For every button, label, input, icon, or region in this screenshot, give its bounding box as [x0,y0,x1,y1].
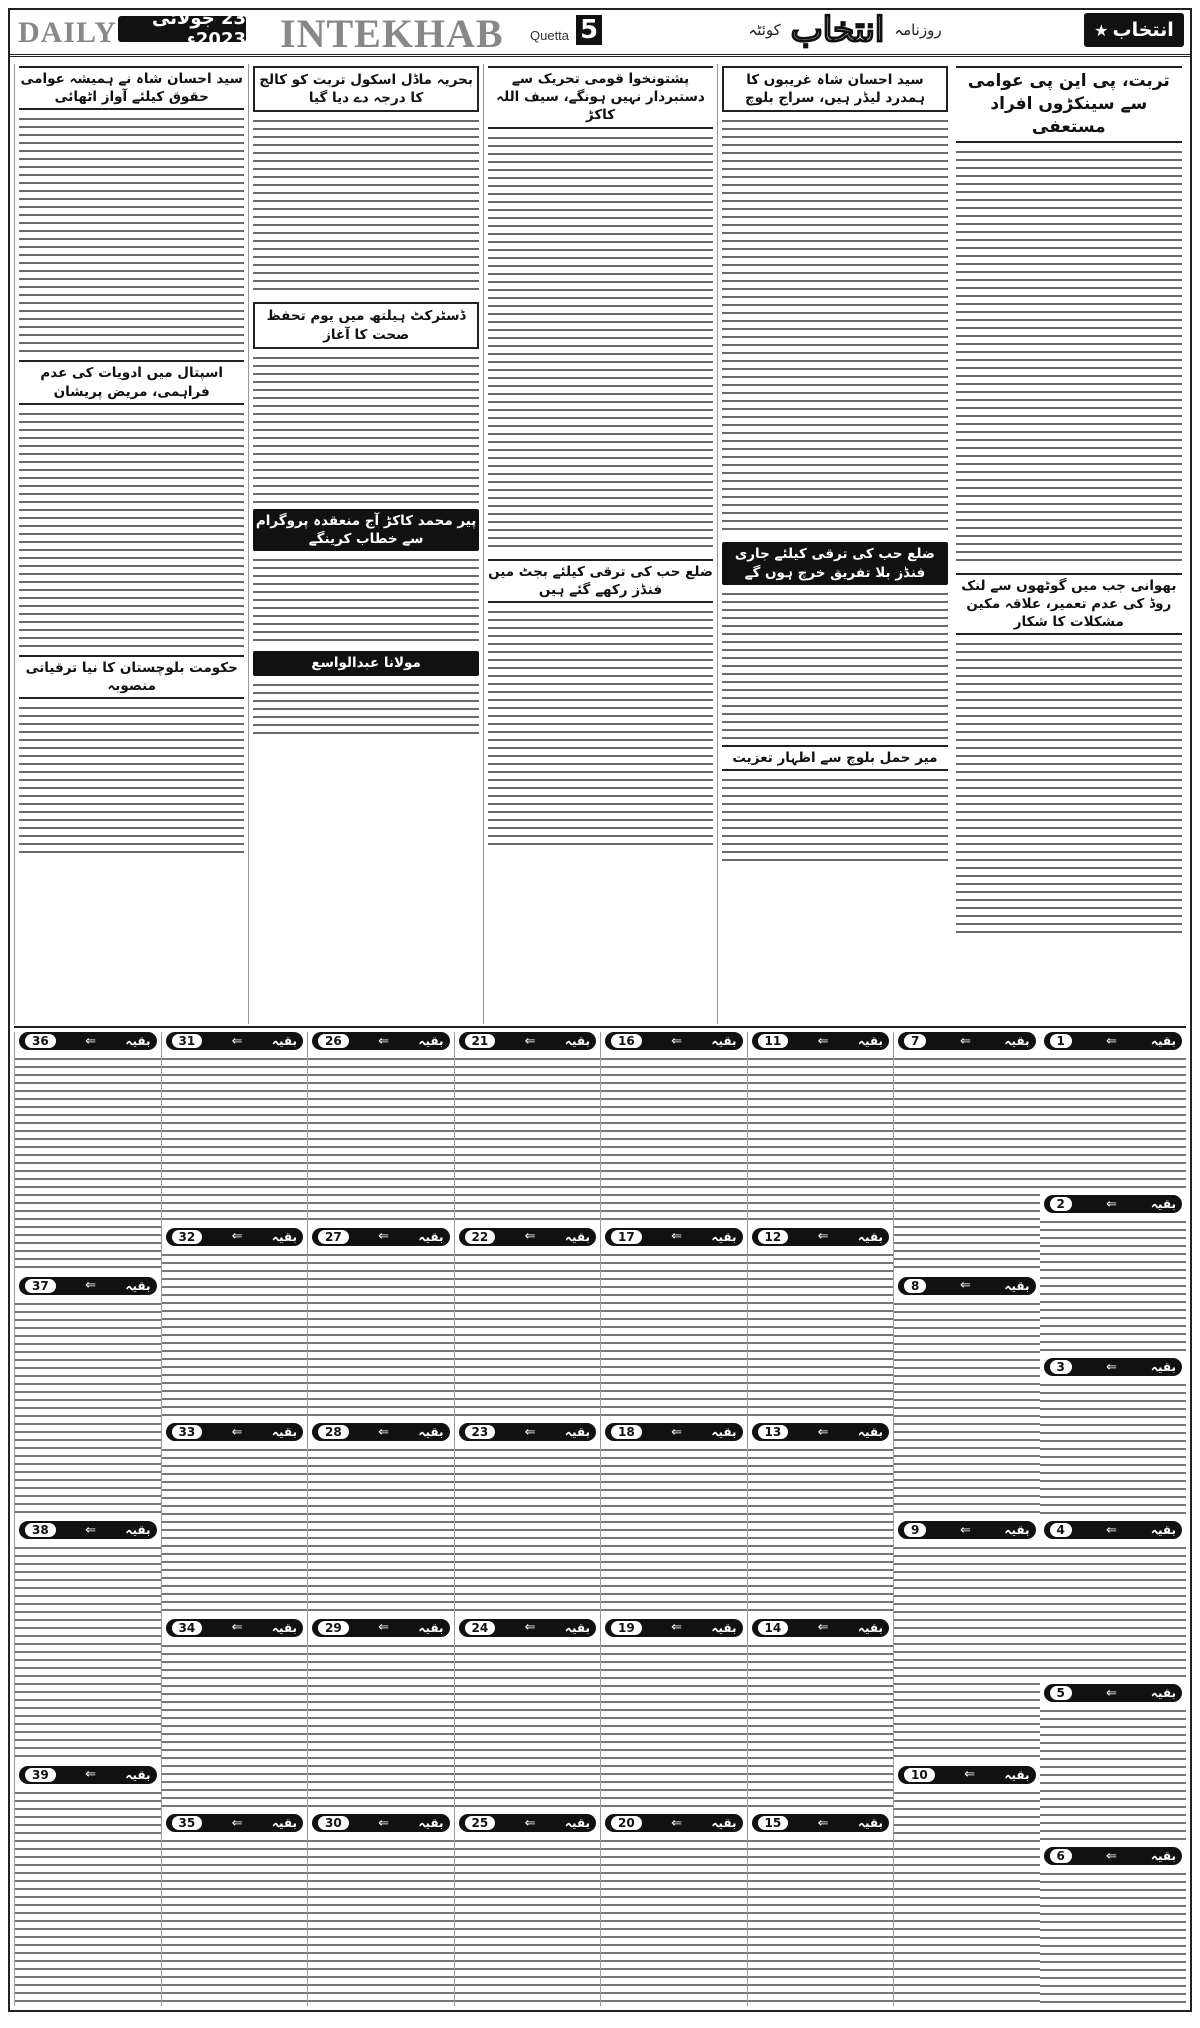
continuation-tag [312,1228,450,1246]
news-story [956,66,1182,567]
continuation-tag [1044,1032,1183,1050]
arrow-icon: ⇐ [524,1424,536,1440]
continuation-text [308,1836,454,2006]
continuation-column [1040,1032,1187,2006]
news-story [253,509,478,645]
story-body-text [722,116,947,536]
continuation-tag [605,1032,743,1050]
arrow-icon: ⇐ [231,1229,243,1245]
news-column [483,64,717,1024]
continuation-tag [1044,1847,1183,1865]
arrow-icon: ⇐ [524,1620,536,1636]
continuation-number: 36 [25,1034,56,1048]
arrow-icon: ⇐ [1105,1033,1117,1049]
continuation-text [162,1250,308,1420]
continuation-column [600,1032,747,2006]
continuation-text [601,1250,747,1420]
continuation-number: 4 [1050,1523,1072,1537]
continuation-word: بقیہ [564,1229,590,1244]
continuation-number: 3 [1050,1360,1072,1374]
story-body-text [253,680,478,740]
continuation-text [1040,1543,1187,1680]
continuation-word: بقیہ [564,1620,590,1635]
story-body-text [19,703,244,853]
continuation-text [308,1445,454,1615]
story-headline: ضلع حب کی ترقی کیلئے جاری فنڈز بلا تفریق خرچ ہوں گے [722,542,947,584]
arrow-icon: ⇐ [524,1033,536,1049]
continuation-tag [19,1766,157,1784]
arrow-icon: ⇐ [1105,1685,1117,1701]
continuation-text [15,1299,161,1518]
continuation-number: 38 [25,1523,56,1537]
story-body-text [488,607,713,847]
arrow-icon: ⇐ [378,1229,390,1245]
arrow-icon: ⇐ [959,1033,971,1049]
continuation-word: بقیہ [857,1816,883,1831]
continuation-tag [752,1032,890,1050]
continuation-number: 37 [25,1279,56,1293]
story-body-text [19,409,244,649]
continuation-text [1040,1217,1187,1354]
continuation-number: 20 [611,1816,642,1830]
star-icon: ★ [1094,20,1109,40]
arrow-icon: ⇐ [817,1424,829,1440]
arrow-icon: ⇐ [378,1033,390,1049]
continuation-word: بقیہ [711,1620,737,1635]
continuation-number: 31 [172,1034,203,1048]
continuation-number: 19 [611,1621,642,1635]
arrow-icon: ⇐ [378,1424,390,1440]
urdu-masthead [620,10,1070,50]
continuation-number: 1 [1050,1034,1072,1048]
masthead [10,10,1190,57]
continuation-number: 24 [465,1621,496,1635]
arrow-icon: ⇐ [85,1033,97,1049]
continuation-tag [605,1423,743,1441]
continuation-text [894,1788,1040,2007]
story-body-text [722,775,947,865]
urdu-title: انتخاب [790,10,885,50]
story-body-text [722,589,947,739]
news-columns [14,64,1186,1024]
continuation-word: بقیہ [125,1767,151,1782]
continuation-tag [459,1814,597,1832]
continuation-text [748,1054,894,1224]
news-story [722,66,947,536]
continuation-word: بقیہ [1004,1034,1030,1048]
arrow-icon: ⇐ [959,1522,971,1538]
continuation-word: بقیہ [857,1620,883,1635]
continuation-tag [312,1423,450,1441]
news-story [488,66,713,553]
continuation-number: 32 [172,1230,203,1244]
continuation-number: 33 [172,1425,203,1439]
story-headline: پیر محمد کاکڑ آج منعقدہ پروگرام سے خطاب کرینگے [253,509,478,551]
continuation-number: 18 [611,1425,642,1439]
arrow-icon: ⇐ [85,1767,97,1782]
story-body-text [488,133,713,553]
roznama-label: روزنامہ [894,21,942,39]
continuation-tag [605,1228,743,1246]
continuation-tag [19,1521,157,1539]
continuation-tag [898,1766,1036,1784]
continuation-number: 21 [465,1034,496,1048]
continuation-number: 15 [758,1816,789,1830]
arrow-icon: ⇐ [1105,1848,1117,1864]
story-body-text [956,147,1182,567]
continuation-column [307,1032,454,2006]
continuation-text [748,1641,894,1811]
arrow-icon: ⇐ [378,1815,390,1831]
continuation-tag [166,1423,304,1441]
continuation-word: بقیہ [271,1229,297,1244]
english-title: INTEKHAB [280,11,504,56]
continuation-column [14,1032,161,2006]
english-city: Quetta [530,28,570,43]
continuation-column [893,1032,1040,2006]
continuation-tag [166,1814,304,1832]
continuation-tag [312,1619,450,1637]
continuation-word: بقیہ [564,1425,590,1440]
continuation-number: 14 [758,1621,789,1635]
daily-label: DAILY [18,16,117,49]
continuation-text [1040,1869,1187,2006]
story-headline: پشتونخوا قومی تحریک سے دستبردار نہیں ہونگے، سیف اللہ کاکڑ [488,66,713,129]
news-story [722,745,947,865]
continuation-text [601,1445,747,1615]
news-story [253,651,478,739]
continuation-tag [312,1814,450,1832]
news-column [717,64,951,1024]
continuation-tag [1044,1521,1183,1539]
arrow-icon: ⇐ [671,1424,683,1440]
story-headline: تربت، پی این پی عوامی سے سینکڑوں افراد مستعفی [956,66,1182,143]
continuation-number: 39 [25,1768,56,1782]
continuation-word: بقیہ [711,1425,737,1440]
continuation-word: بقیہ [418,1816,444,1831]
continuation-word: بقیہ [1150,1849,1176,1863]
continuation-column [747,1032,894,2006]
continuation-column [454,1032,601,2006]
continuation-tag [459,1619,597,1637]
arrow-icon: ⇐ [817,1229,829,1245]
continuation-tag [166,1619,304,1637]
continuation-tag [898,1521,1036,1539]
section-divider [14,1026,1186,1028]
continuation-text [162,1641,308,1811]
story-headline: بحریہ ماڈل اسکول تربت کو کالج کا درجہ دے دیا گیا [253,66,478,112]
continuation-tag [459,1423,597,1441]
continuation-tag [752,1814,890,1832]
story-body-text [253,353,478,503]
continuation-text [894,1299,1040,1518]
page-number: 5 [576,15,602,45]
continuation-text [1040,1706,1187,1843]
arrow-icon: ⇐ [1105,1196,1117,1212]
continuation-text [894,1054,1040,1273]
continuation-tag [1044,1195,1183,1213]
continuation-word: بقیہ [418,1229,444,1244]
arrow-icon: ⇐ [378,1620,390,1636]
continuation-word: بقیہ [125,1034,151,1048]
news-column [952,64,1186,1024]
story-body-text [253,555,478,645]
continuation-word: بقیہ [1150,1034,1176,1048]
story-headline: ڈسٹرکٹ ہیلتھ میں یوم تحفظ صحت کا آغاز [253,302,478,348]
arrow-icon: ⇐ [817,1620,829,1636]
continuation-number: 5 [1050,1686,1072,1700]
continuation-tag [605,1814,743,1832]
continuation-number: 23 [465,1425,496,1439]
continuation-word: بقیہ [564,1034,590,1048]
continuation-word: بقیہ [857,1229,883,1244]
continuation-text [455,1445,601,1615]
arrow-icon: ⇐ [671,1620,683,1636]
continuation-word: بقیہ [418,1620,444,1635]
continuation-number: 27 [318,1230,349,1244]
continuation-text [894,1543,1040,1762]
continuation-tag [459,1032,597,1050]
continuation-text [1040,1054,1187,1191]
continuation-text [162,1054,308,1224]
continuation-number: 8 [904,1279,926,1293]
arrow-icon: ⇐ [817,1815,829,1831]
continuation-text [15,1054,161,1273]
continuation-text [601,1836,747,2006]
continuation-word: بقیہ [711,1034,737,1048]
continuation-text [601,1641,747,1811]
continuation-number: 28 [318,1425,349,1439]
continuation-text [15,1543,161,1762]
continuation-number: 26 [318,1034,349,1048]
newspaper-logo [1084,13,1184,47]
continuation-number: 30 [318,1816,349,1830]
story-body-text [19,114,244,354]
arrow-icon: ⇐ [231,1815,243,1831]
continuation-tag [166,1032,304,1050]
continuation-text [748,1445,894,1615]
continuation-text [308,1250,454,1420]
continuation-tag [166,1228,304,1246]
continuation-word: بقیہ [271,1816,297,1831]
continuation-number: 6 [1050,1849,1072,1863]
continuation-tag [1044,1358,1183,1376]
continuation-text [748,1836,894,2006]
story-headline: بھوانی جب میں گوٹھوں سے لنک روڈ کی عدم تعمیر، علاقہ مکین مشکلات کا شکار [956,573,1182,636]
continuation-tag [752,1228,890,1246]
continuation-word: بقیہ [1150,1686,1176,1700]
continuation-text [1040,1380,1187,1517]
continuation-tag [898,1277,1036,1295]
continuation-tag [19,1032,157,1050]
continuation-text [455,1054,601,1224]
continuation-text [162,1836,308,2006]
arrow-icon: ⇐ [817,1033,829,1049]
newspaper-page [8,8,1192,2012]
news-story [253,302,478,502]
arrow-icon: ⇐ [231,1620,243,1636]
story-headline: سید احسان شاہ نے ہمیشہ عوامی حقوق کیلئے آواز اٹھائی [19,66,244,110]
arrow-icon: ⇐ [524,1815,536,1831]
arrow-icon: ⇐ [671,1815,683,1831]
continuation-word: بقیہ [125,1523,151,1537]
continuation-word: بقیہ [271,1034,297,1048]
continuation-word: بقیہ [857,1034,883,1048]
news-story [956,573,1182,940]
news-story [19,66,244,354]
continuation-word: بقیہ [1150,1197,1176,1211]
continuation-word: بقیہ [564,1816,590,1831]
urdu-city: کوئٹہ [748,21,781,39]
continuation-text [455,1641,601,1811]
arrow-icon: ⇐ [231,1424,243,1440]
continuation-number: 29 [318,1621,349,1635]
news-column [14,64,248,1024]
continuation-text [308,1054,454,1224]
story-body-text [253,116,478,296]
arrow-icon: ⇐ [85,1278,97,1293]
continuation-number: 25 [465,1816,496,1830]
continuation-number: 9 [904,1523,926,1537]
continuation-text [748,1250,894,1420]
continuation-text [15,1788,161,2007]
continuation-word: بقیہ [271,1425,297,1440]
continuation-word: بقیہ [271,1620,297,1635]
continuation-tag [898,1032,1036,1050]
continuation-number: 22 [465,1230,496,1244]
issue-date: 23 جولائی 2023ء [118,16,246,42]
continuation-number: 10 [904,1768,935,1782]
story-headline: سید احسان شاہ غریبوں کا ہمدرد لیڈر ہیں، سراج بلوچ [722,66,947,112]
continuation-number: 34 [172,1621,203,1635]
continuation-tag [312,1032,450,1050]
news-story [488,559,713,847]
continuation-number: 12 [758,1230,789,1244]
continuation-tag [19,1277,157,1295]
continuation-tag [1044,1684,1183,1702]
continuation-word: بقیہ [1004,1767,1030,1782]
story-headline: میر حمل بلوچ سے اظہار تعزیت [722,745,947,771]
continuation-word: بقیہ [1150,1523,1176,1537]
continuation-number: 11 [758,1034,789,1048]
continuation-text [455,1836,601,2006]
story-headline: مولانا عبدالواسع [253,651,478,675]
logo-text: انتخاب [1112,19,1174,41]
continuation-text [601,1054,747,1224]
continuation-word: بقیہ [1004,1278,1030,1293]
continuation-text [455,1250,601,1420]
continuation-word: بقیہ [857,1425,883,1440]
continuation-number: 35 [172,1816,203,1830]
news-column [248,64,482,1024]
story-body-text [956,639,1182,939]
continuation-number: 2 [1050,1197,1072,1211]
arrow-icon: ⇐ [671,1033,683,1049]
news-story [722,542,947,738]
arrow-icon: ⇐ [231,1033,243,1049]
continuation-text [308,1641,454,1811]
arrow-icon: ⇐ [671,1229,683,1245]
continuation-tag [752,1423,890,1441]
continuation-text [162,1445,308,1615]
continuation-number: 17 [611,1230,642,1244]
continuation-word: بقیہ [418,1034,444,1048]
continuation-word: بقیہ [711,1229,737,1244]
arrow-icon: ⇐ [964,1767,976,1782]
story-headline: ضلع حب کی ترقی کیلئے بجٹ میں فنڈز رکھے گئے ہیں [488,559,713,603]
news-story [253,66,478,296]
continuation-number: 16 [611,1034,642,1048]
continuation-word: بقیہ [1004,1523,1030,1537]
continuation-word: بقیہ [125,1278,151,1293]
arrow-icon: ⇐ [1105,1522,1117,1538]
continuation-number: 7 [904,1034,926,1048]
arrow-icon: ⇐ [959,1278,971,1293]
continuation-word: بقیہ [418,1425,444,1440]
continuation-word: بقیہ [1150,1360,1176,1374]
story-headline: اسپتال میں ادویات کی عدم فراہمی، مریض پریشان [19,360,244,404]
continuation-tag [459,1228,597,1246]
continuation-tag [752,1619,890,1637]
continuation-column [161,1032,308,2006]
continuation-tag [605,1619,743,1637]
news-story [19,655,244,853]
arrow-icon: ⇐ [1105,1359,1117,1375]
continuation-columns [14,1032,1186,2006]
continuation-word: بقیہ [711,1816,737,1831]
continuation-number: 13 [758,1425,789,1439]
news-story [19,360,244,648]
story-headline: حکومت بلوچستان کا نیا ترقیاتی منصوبہ [19,655,244,699]
arrow-icon: ⇐ [85,1522,97,1538]
arrow-icon: ⇐ [524,1229,536,1245]
